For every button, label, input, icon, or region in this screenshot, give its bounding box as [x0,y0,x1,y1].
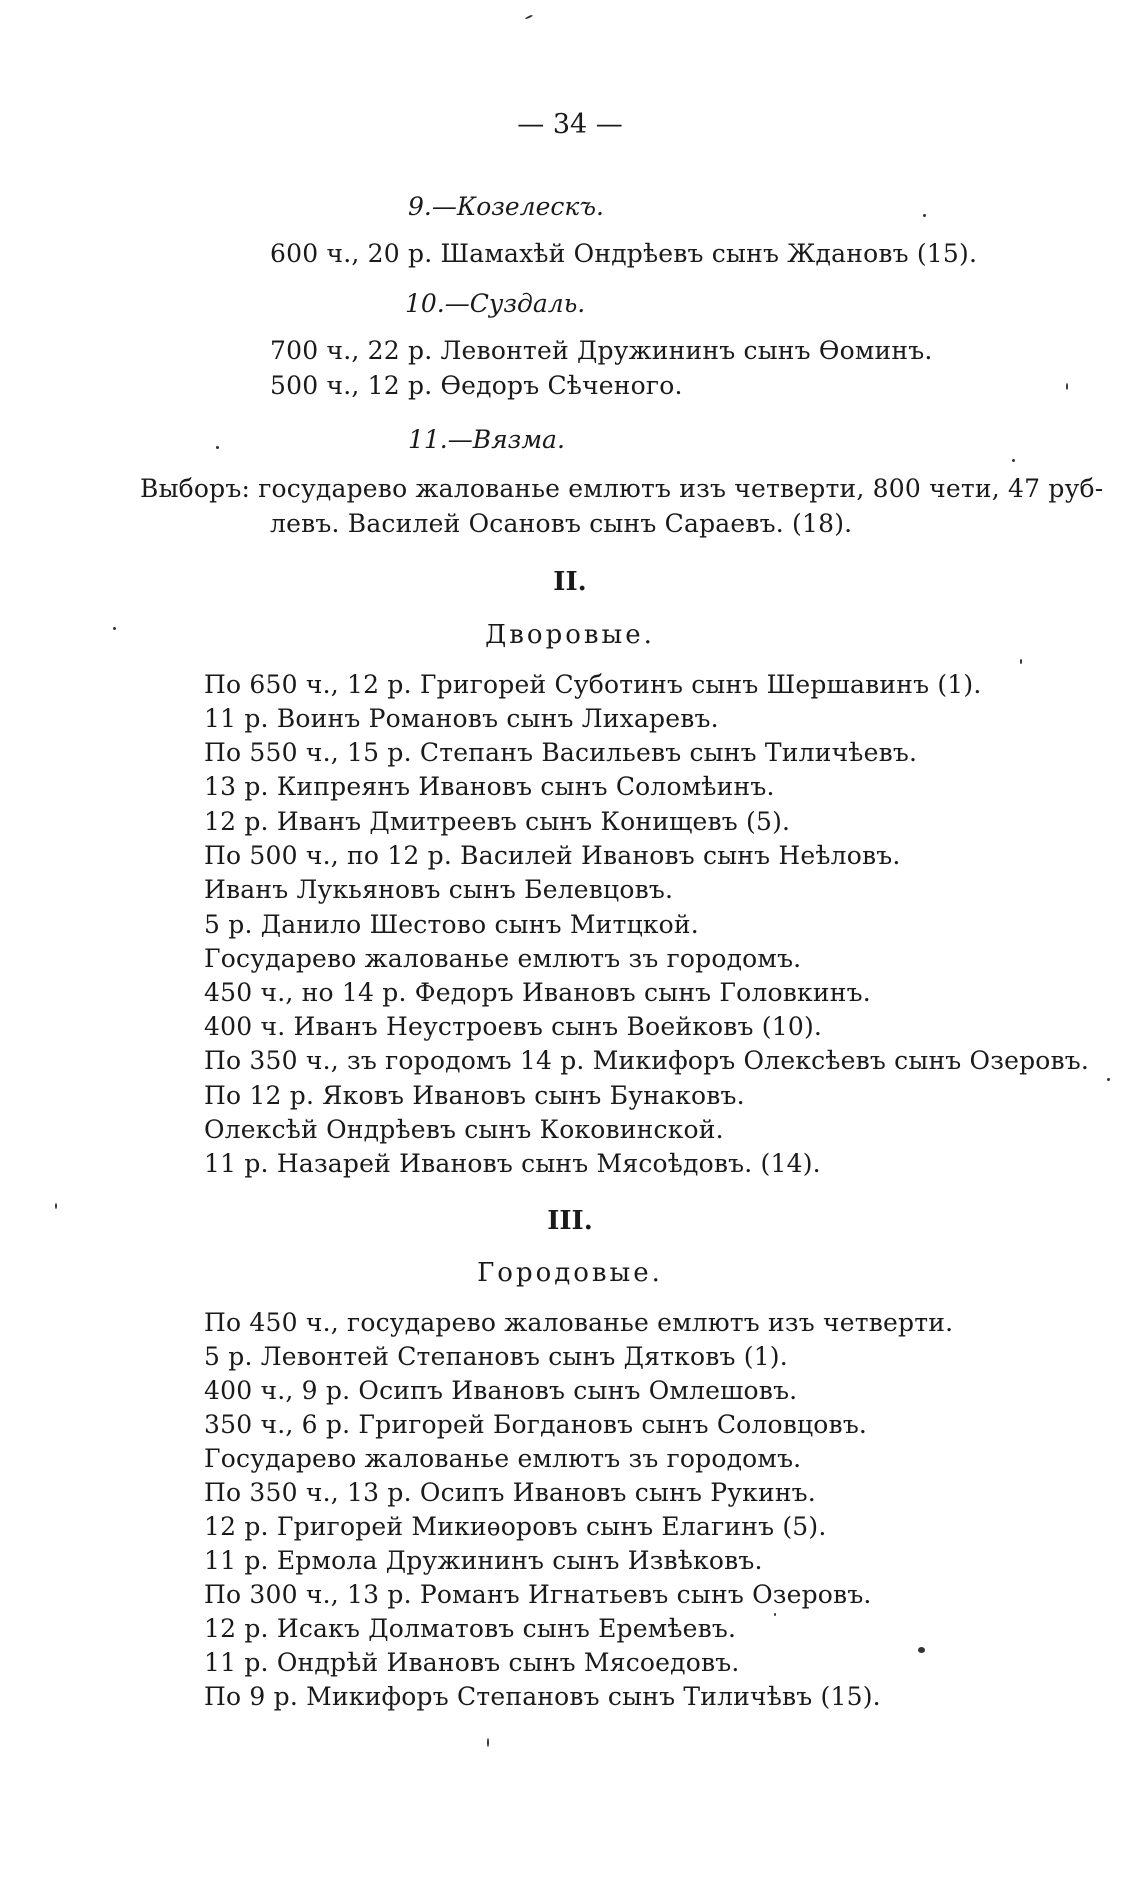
text-line: 11 р. Воинъ Романовъ сынъ Лихаревъ. [204,704,719,733]
text-line: 5 р. Данило Шестово сынъ Митцкой. [204,910,699,939]
text-line: Государево жалованье емлютъ зъ городомъ. [204,944,802,973]
heading-vyazma: 11.—Вязма. [408,425,565,454]
scan-speck [918,1647,925,1653]
text-line: 11 р. Ермола Дружининъ сынъ Извѣковъ. [204,1546,763,1575]
text-line: По 9 р. Микифоръ Степановъ сынъ Тиличѣвъ (15). [204,1682,881,1711]
text-line: Иванъ Лукьяновъ сынъ Белевцовъ. [204,875,674,904]
section-number-iii: III. [547,1206,593,1236]
scan-speck [216,446,219,449]
scan-speck [1020,659,1022,664]
text-line: 12 р. Иванъ Дмитреевъ сынъ Конищевъ (5). [204,807,791,836]
scan-speck [1012,459,1015,462]
text-line: 600 ч., 20 р. Шамахѣй Ондрѣевъ сынъ Ждановъ (15). [270,239,978,268]
text-line: 11 р. Назарей Ивановъ сынъ Мясоѣдовъ. (14). [204,1149,821,1178]
text-line: По 550 ч., 15 р. Степанъ Васильевъ сынъ Тиличѣевъ. [204,738,918,767]
section-number-ii: II. [553,567,587,597]
text-line: По 350 ч., зъ городомъ 14 р. Микифоръ Олексѣевъ сынъ Озеровъ. [204,1046,1090,1075]
text-line: По 300 ч., 13 р. Романъ Игнатьевъ сынъ Озеровъ. [204,1580,872,1609]
scan-speck [774,1613,776,1616]
text-line: Олексѣй Ондрѣевъ сынъ Коковинской. [204,1115,724,1144]
scan-speck [1107,1078,1110,1081]
heading-kozelesk: 9.—Козелескъ. [408,192,604,221]
scan-speck [923,214,926,217]
scan-speck [525,14,533,19]
scan-speck [1066,383,1068,390]
text-line: По 650 ч., 12 р. Григорей Суботинъ сынъ Шершавинъ (1). [204,670,982,699]
text-line: 400 ч. Иванъ Неустроевъ сынъ Воейковъ (10). [204,1012,823,1041]
text-line: 350 ч., 6 р. Григорей Богдановъ сынъ Соловцовъ. [204,1410,868,1439]
text-line: 13 р. Кипреянъ Ивановъ сынъ Соломѣинъ. [204,772,775,801]
text-line: Государево жалованье емлютъ зъ городомъ. [204,1444,802,1473]
text-line: 12 р. Григорей Микиѳоровъ сынъ Елагинъ (5). [204,1512,827,1541]
section-title-gorodovye: Городовые. [477,1258,663,1288]
text-line: По 500 ч., по 12 р. Василей Ивановъ сынъ Неѣловъ. [204,841,901,870]
text-line: По 350 ч., 13 р. Осипъ Ивановъ сынъ Рукинъ. [204,1478,816,1507]
heading-suzdal: 10.—Суздаль. [405,289,586,318]
text-line: По 450 ч., государево жалованье емлютъ изъ четверти. [204,1308,954,1337]
text-line: 400 ч., 9 р. Осипъ Ивановъ сынъ Омлешовъ. [204,1376,798,1405]
text-line: 12 р. Исакъ Долматовъ сынъ Еремѣевъ. [204,1614,737,1643]
text-line: 500 ч., 12 р. Ѳедоръ Сѣченого. [270,371,683,400]
scan-speck [487,1738,489,1747]
section-title-dvorovye: Дворовые. [485,620,655,650]
text-line: 700 ч., 22 р. Левонтей Дружининъ сынъ Ѳоминъ. [270,336,933,365]
text-line: По 12 р. Яковъ Ивановъ сынъ Бунаковъ. [204,1081,745,1110]
text-line: 11 р. Ондрѣй Ивановъ сынъ Мясоедовъ. [204,1648,740,1677]
text-line: левъ. Василей Осановъ сынъ Сараевъ. (18). [270,509,853,538]
text-line: 5 р. Левонтей Степановъ сынъ Дятковъ (1). [204,1342,788,1371]
page-number: — 34 — [517,109,623,140]
text-line: Выборъ: государево жалованье емлютъ изъ четверти, 800 чети, 47 руб- [140,474,1104,503]
scan-speck [113,627,116,630]
scan-speck [55,1203,57,1209]
text-line: 450 ч., но 14 р. Федоръ Ивановъ сынъ Головкинъ. [204,978,871,1007]
